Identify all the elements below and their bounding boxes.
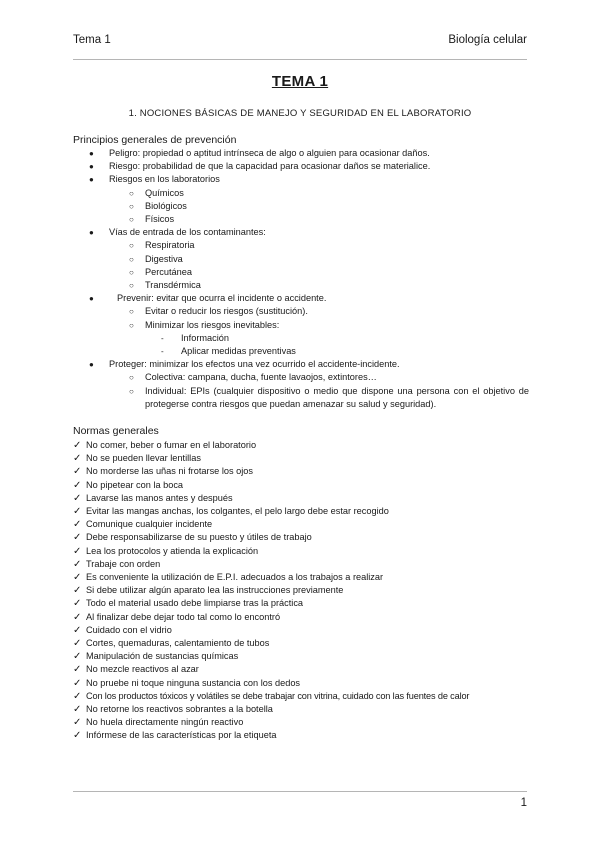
list-item: ○ Transdérmica [73,279,529,292]
list-item: ● Peligro: propiedad o aptitud intrínseca de algo o alguien para ocasionar daños. [73,147,529,160]
check-icon: ✓ [73,624,82,636]
list-item: - Aplicar medidas preventivas [73,345,529,358]
list-item: ○ Evitar o reducir los riesgos (sustitución). [73,305,529,318]
list-item: ○ Colectiva: campana, ducha, fuente lavaojos, extintores… [73,371,529,384]
list-item: ✓ No retorne los reactivos sobrantes a la botella [73,704,273,716]
bullet-icon: ● [89,149,94,158]
check-icon: ✓ [73,519,82,531]
dash-bullet-icon: - [161,333,164,343]
page-number: 1 [520,797,527,809]
list-item: ✓ Todo el material usado debe limpiarse tras la práctica [73,598,304,610]
check-icon: ✓ [73,664,82,676]
check-icon: ✓ [73,506,82,518]
list-item: ○ Físicos [73,213,529,226]
list-item: ○ Minimizar los riesgos inevitables: [73,319,529,332]
list-item: ✓ Es conveniente la utilización de E.P.I. adecuados a los trabajos a realizar [73,572,384,584]
check-icon: ✓ [73,704,82,716]
list-item: ✓ Si debe utilizar algún aparato lea las instrucciones previamente [73,585,344,597]
check-icon: ✓ [73,598,82,610]
header-topic: Tema 1 [73,34,111,46]
check-icon: ✓ [73,453,82,465]
check-icon: ✓ [73,690,82,702]
list-item: ✓ Con los productos tóxicos y volátiles se debe trabajar con vitrina, cuidado con las fuentes de calor [73,690,470,702]
list-item: ✓ Manipulación de sustancias químicas [73,651,239,663]
list-item: ✓ No pipetear con la boca [73,479,184,491]
check-icon: ✓ [73,466,82,478]
list-item: ○ Químicos [73,187,529,200]
bullet-icon: ● [89,175,94,185]
circle-bullet-icon: ○ [129,267,134,277]
circle-bullet-icon: ○ [129,373,134,383]
list-item: - Información [73,332,529,345]
norms-list [73,439,533,743]
list-item: ✓ No se pueden llevar lentillas [73,453,201,465]
check-icon: ✓ [73,730,82,742]
list-item: ✓ Cortes, quemaduras, calentamiento de tubos [73,638,270,650]
list-item: ● Riesgo: probabilidad de que la capacidad para ocasionar daños se materialice. [73,160,529,173]
page-header [73,34,527,50]
bullet-icon: ● [89,294,94,304]
list-item: ✓ Evitar las mangas anchas, los colgantes, el pelo largo debe estar recogido [73,506,389,518]
list-item: ✓ No mezcle reactivos al azar [73,664,199,676]
check-icon: ✓ [73,572,82,584]
check-icon: ✓ [73,677,82,689]
check-icon: ✓ [73,717,82,729]
check-icon: ✓ [73,545,82,557]
list-item: ○ Percutánea [73,266,529,279]
list-item: ○ Biológicos [73,200,529,213]
list-item: ✓ Al finalizar debe dejar todo tal como lo encontró [73,611,281,623]
circle-bullet-icon: ○ [129,215,134,225]
circle-bullet-icon: ○ [129,320,134,330]
check-icon: ✓ [73,492,82,504]
check-icon: ✓ [73,585,82,597]
circle-bullet-icon: ○ [129,386,134,396]
section-heading: 1. NOCIONES BÁSICAS DE MANEJO Y SEGURIDAD EN EL LABORATORIO [128,108,472,119]
check-icon: ✓ [73,611,82,623]
bullet-icon: ● [89,162,94,172]
list-item: ● Riesgos en los laboratorios [73,173,529,186]
list-item: ✓ Lavarse las manos antes y después [73,492,233,504]
list-item: ✓ Trabaje con orden [73,558,161,570]
header-subject: Biología celular [448,34,527,46]
check-icon: ✓ [73,651,82,663]
bullet-icon: ● [89,228,94,238]
list-item: ✓ No huela directamente ningún reactivo [73,717,244,729]
list-item: ✓ Comunique cualquier incidente [73,519,213,531]
list-item: ● Vías de entrada de los contaminantes: [73,226,529,239]
list-item: ○ Individual: EPIs (cualquier dispositivo o medio que dispone una persona con el objetivo de protegerse contra riesgos que puedan amenazar su salud y seguridad). [129,385,529,409]
circle-bullet-icon: ○ [129,254,134,264]
list-item: ✓ No pruebe ni toque ninguna sustancia con los dedos [73,677,301,689]
circle-bullet-icon: ○ [129,241,134,251]
list-item: ○ Respiratoria [73,239,529,252]
list-item: ✓ No morderse las uñas ni frotarse los ojos [73,466,253,478]
check-icon: ✓ [73,532,82,544]
footer-divider [73,791,527,792]
list-item: ● Prevenir: evitar que ocurra el incidente o accidente. [73,292,529,305]
norms-heading: Normas generales [73,425,159,437]
list-item: ● Proteger: minimizar los efectos una vez ocurrido el accidente-incidente. [73,358,529,371]
list-item: ✓ Debe responsabilizarse de su puesto y útiles de trabajo [73,532,312,544]
list-item: ○ Digestiva [73,253,529,266]
principles-list [73,147,529,411]
dash-bullet-icon: - [161,347,164,357]
check-icon: ✓ [73,638,82,650]
header-divider [73,59,527,60]
list-item: ✓ No comer, beber o fumar en el laboratorio [73,440,257,451]
list-item: ✓ Infórmese de las características por la etiqueta [73,730,277,742]
circle-bullet-icon: ○ [129,307,134,317]
circle-bullet-icon: ○ [129,188,134,198]
check-icon: ✓ [73,479,82,491]
page-title: TEMA 1 [271,73,329,90]
check-icon: ✓ [73,558,82,570]
circle-bullet-icon: ○ [129,201,134,211]
list-item: ✓ Lea los protocolos y atienda la explicación [73,545,259,557]
list-item: ✓ Cuidado con el vidrio [73,624,172,636]
principles-heading: Principios generales de prevención [73,134,237,146]
circle-bullet-icon: ○ [129,281,134,291]
check-icon: ✓ [73,440,82,451]
bullet-icon: ● [89,360,94,370]
